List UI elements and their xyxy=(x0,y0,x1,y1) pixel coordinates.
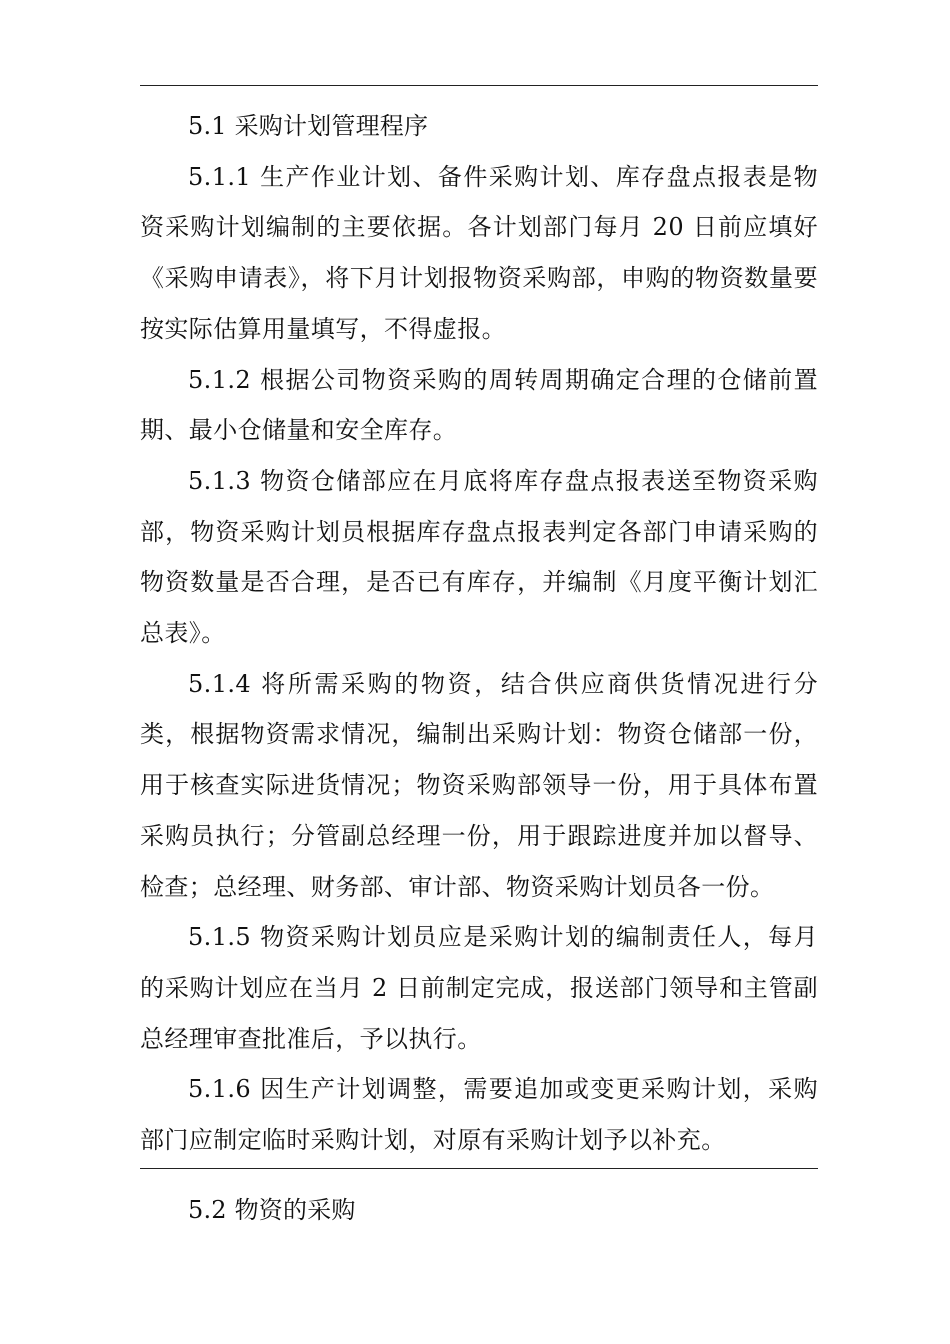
top-divider xyxy=(140,85,818,86)
section-heading-5-2: 5.2 物资的采购 xyxy=(188,1196,356,1224)
paragraph-5-1-1: 5.1.1 生产作业计划、备件采购计划、库存盘点报表是物资采购计划编制的主要依据。各计划部门每月 20 日前应填好《采购申请表》，将下月计划报物资采购部，申购的物资数量要按实际估算用量填写，不得虚报。 xyxy=(140,162,818,343)
paragraph-5-1-5: 5.1.5 物资采购计划员应是采购计划的编制责任人，每月的采购计划应在当月 2 日前制定完成，报送部门领导和主管副总经理审查批准后，予以执行。 xyxy=(140,923,818,1053)
paragraph-5-1-2: 5.1.2 根据公司物资采购的周转周期确定合理的仓储前置期、最小仓储量和安全库存。 xyxy=(140,365,818,445)
section-5-2 xyxy=(140,1185,818,1236)
paragraph-5-1-3: 5.1.3 物资仓储部应在月底将库存盘点报表送至物资采购部，物资采购计划员根据库存盘点报表判定各部门申请采购的物资数量是否合理，是否已有库存，并编制《月度平衡计划汇总表》。 xyxy=(140,466,818,648)
paragraph-5-1-4: 5.1.4 将所需采购的物资，结合供应商供货情况进行分类，根据物资需求情况，编制出采购计划：物资仓储部一份，用于核查实际进货情况；物资采购部领导一份，用于具体布置采购员执行；分管副总经理一份，用于跟踪进度并加以督导、检查；总经理、财务部、审计部、物资采购计划员各一份。 xyxy=(140,669,818,901)
paragraph-5-1-6: 5.1.6 因生产计划调整，需要追加或变更采购计划，采购部门应制定临时采购计划，对原有采购计划予以补充。 xyxy=(140,1075,818,1155)
section-5-1 xyxy=(140,101,818,1166)
section-heading-5-1: 5.1 采购计划管理程序 xyxy=(188,112,429,140)
section-divider xyxy=(140,1168,818,1169)
